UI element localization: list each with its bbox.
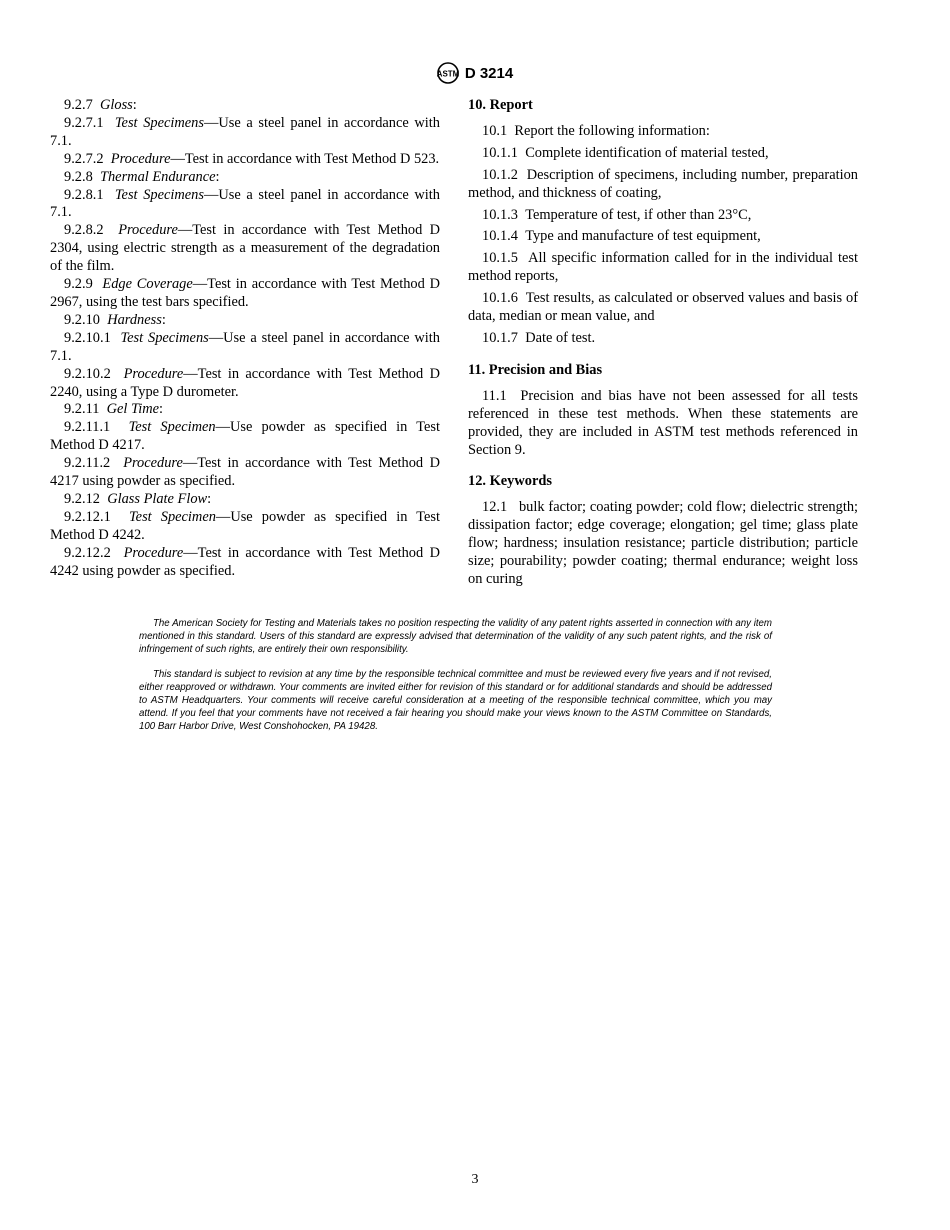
section-9-2-11-1: 9.2.11.1 Test Specimen—Use powder as specified in Test Method D 4217.	[50, 419, 440, 454]
section-10-1-3: 10.1.3 Temperature of test, if other than 23°C,	[482, 206, 752, 223]
section-9-2-12: 9.2.12 Glass Plate Flow:	[64, 490, 212, 507]
section-9-2-8-2: 9.2.8.2 Procedure—Test in accordance with Test Method D 2304, using electric strength as a measurement of the degradation of the film.	[50, 222, 440, 275]
section-10-1-4: 10.1.4 Type and manufacture of test equipment,	[482, 228, 761, 245]
section-10-1-2: 10.1.2 Description of specimens, including number, preparation method, and thickness of coating,	[468, 166, 858, 201]
page-header	[0, 62, 950, 84]
keywords-heading: 12. Keywords	[468, 473, 552, 490]
report-heading: 10. Report	[468, 97, 533, 113]
left-column	[50, 97, 440, 580]
section-10-1-1: 10.1.1 Complete identification of material tested,	[482, 144, 769, 161]
right-column	[468, 97, 858, 593]
section-9-2-8-1: 9.2.8.1 Test Specimens—Use a steel panel in accordance with 7.1.	[50, 186, 440, 221]
section-10-1-5: 10.1.5 All specific information called for in the individual test method reports,	[468, 250, 858, 285]
footer-notices	[139, 617, 772, 745]
precision-heading: 11. Precision and Bias	[468, 361, 603, 378]
section-9-2-11: 9.2.11 Gel Time:	[64, 401, 164, 418]
section-9-2-10-1: 9.2.10.1 Test Specimens—Use a steel panel in accordance with 7.1.	[50, 329, 440, 364]
section-10-1-6: 10.1.6 Test results, as calculated or observed values and basis of data, median or mean value, and	[468, 290, 858, 325]
section-9-2-10: 9.2.10 Hardness:	[64, 311, 166, 328]
patent-notice: The American Society for Testing and Materials takes no position respecting the validity of any patent rights asserted in connection with any item mentioned in this standard. Users of this standard are expressly advised that determination of the validity of any such patent rights, and the risk of infringement of such rights, are entirely their own responsibility.	[139, 618, 772, 655]
section-9-2-7: 9.2.7 Gloss:	[64, 97, 137, 113]
section-10-1: 10.1 Report the following information:	[482, 122, 710, 139]
section-11-1: 11.1 Precision and bias have not been assessed for all tests referenced in these test methods. When these statements are provided, they are included in ASTM test methods referenced in Section 9.	[468, 387, 858, 458]
revision-notice: This standard is subject to revision at any time by the responsible technical committee and must be reviewed every five years and if not revised, either reapproved or withdrawn. Your comments are invited either for revision of this standard or for additional standards and should be addressed to ASTM Headquarters. Your comments will receive careful consideration at a meeting of the responsible technical committee, which you may attend. If you feel that your comments have not received a fair hearing you should make your views known to the ASTM Committee on Standards, 100 Barr Harbor Drive, West Conshohocken, PA 19428.	[139, 669, 772, 732]
section-9-2-7-1: 9.2.7.1 Test Specimens—Use a steel panel in accordance with 7.1.	[50, 114, 440, 149]
section-9-2-11-2: 9.2.11.2 Procedure—Test in accordance with Test Method D 4217 using powder as specified.	[50, 455, 440, 490]
section-9-2-8: 9.2.8 Thermal Endurance:	[64, 168, 220, 185]
section-9-2-10-2: 9.2.10.2 Procedure—Test in accordance with Test Method D 2240, using a Type D durometer.	[50, 365, 440, 400]
svg-text:ASTM: ASTM	[436, 69, 459, 79]
document-designation: D 3214	[464, 64, 514, 82]
section-12-1: 12.1 bulk factor; coating powder; cold flow; dielectric strength; dissipation factor; edge coverage; elongation; gel time; glass plate flow; hardness; insulation resistance; particle distribution; particle size; pourability; powder coating; thermal endurance; weight loss on curing	[468, 499, 859, 587]
section-9-2-7-2: 9.2.7.2 Procedure—Test in accordance with Test Method D 523.	[64, 150, 440, 167]
page-number: 3	[471, 1172, 479, 1187]
astm-logo-icon	[437, 62, 459, 84]
section-9-2-12-2: 9.2.12.2 Procedure—Test in accordance with Test Method D 4242 using powder as specified.	[50, 544, 440, 579]
section-10-1-7: 10.1.7 Date of test.	[482, 329, 596, 346]
section-9-2-9: 9.2.9 Edge Coverage—Test in accordance with Test Method D 2967, using the test bars specified.	[50, 276, 440, 310]
section-9-2-12-1: 9.2.12.1 Test Specimen—Use powder as specified in Test Method D 4242.	[50, 508, 441, 543]
